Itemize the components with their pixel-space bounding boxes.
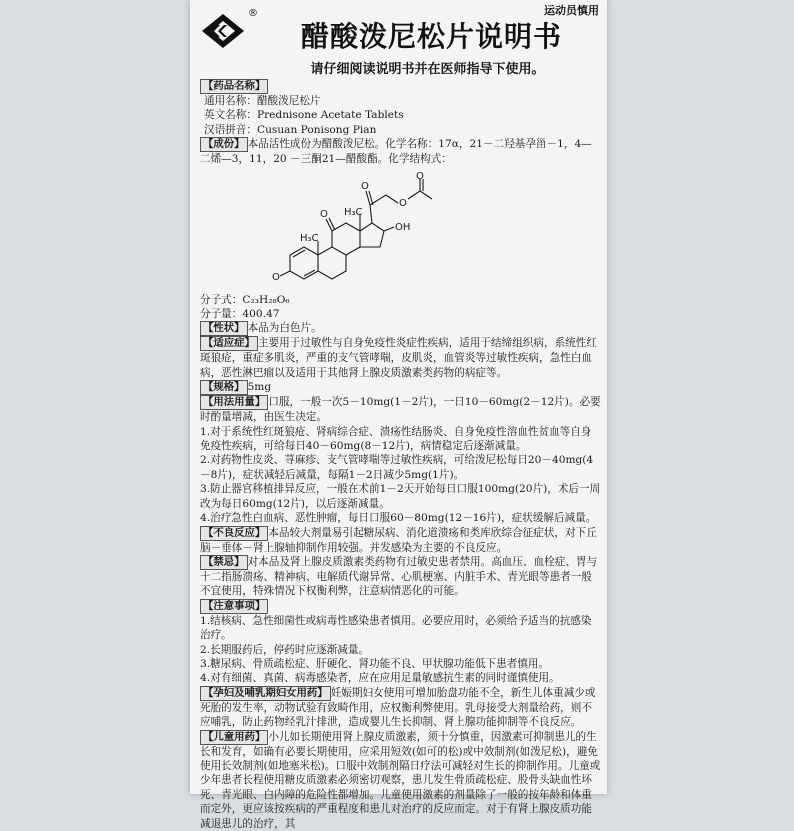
structure-methyl-2: H₃C [344, 206, 363, 218]
dosage-item-3: 3.防止器官移植排异反应，一般在术前1－2天开始每日口服100mg(20片)，术后一周改为每日60mg(12片)，以后逐渐减量。 [200, 483, 601, 510]
section-label-children: 【儿童用药】 [200, 730, 268, 745]
structure-o-ester: O [399, 197, 407, 209]
section-label-character: 【性状】 [200, 321, 248, 336]
molecular-weight: 分子量：400.47 [200, 308, 280, 321]
children-text: 小儿如长期使用肾上腺皮质激素，须十分慎重，因激素可抑制患儿的生长和发育，如确有必要长期使用，应采用短效(如可的松)或中效制剂(如泼尼松)，避免使用长效制剂(如地塞米松)。口服中效制剂隔日疗法可减轻对生长的抑制作用。儿童或少年患者长程使用糖皮质激素必须密切观察，患儿发生骨质疏松症、股骨头缺血性坏死、青光眼、白内障的危险性都增加。儿童使用激素的剂量除了一般的按年龄和体重而定外，更应该按疾病的严重程度和患儿对治疗的反应而定。对于有肾上腺皮质功能减退患儿的治疗，其 [200, 730, 601, 830]
generic-name: 通用名称：醋酸泼尼松片 [204, 95, 321, 107]
character-text: 本品为白色片。 [247, 322, 322, 335]
structure-o-top: O [361, 180, 369, 192]
page-subtitle: 请仔细阅读说明书并在医师指导下使用。 [310, 62, 545, 77]
precaution-item-1: 1.结核病、急性细菌性或病毒性感染患者慎用。必要应用时，必须给予适当的抗感染治疗。 [200, 614, 592, 642]
section-label-spec: 【规格】 [200, 380, 248, 395]
section-label-pregnancy: 【孕妇及哺乳期妇女用药】 [200, 686, 331, 701]
precaution-item-4: 4.对有细菌、真菌、病毒感染者，应在应用足量敏感抗生素的同时谨慎使用。 [200, 672, 560, 685]
structure-o-bottom: O [320, 208, 328, 220]
adverse-text: 本品较大剂量易引起糖尿病、消化道溃疡和类库欣综合征症状，对下丘脑－垂体－肾上腺轴抑制作用较强。并发感染为主要的不良反应。 [200, 526, 597, 554]
pregnancy-text: 妊娠期妇女使用可增加胎盘功能不全，新生儿体重减少或死胎的发生率，动物试验有致畸作用，应权衡利弊使用。乳母接受大剂量给药，则不应哺乳，防止药物经乳汁排泄，造成婴儿生长抑制、肾上腺功能抑制等不良反应。 [200, 686, 596, 729]
structure-o-left: O [272, 271, 280, 283]
structure-methyl-1: H₃C [300, 232, 319, 244]
structure-o-acetyl: O [416, 170, 424, 182]
structure-oh: OH [395, 221, 411, 233]
english-name: 英文名称：Prednisone Acetate Tablets [204, 109, 404, 122]
section-label-adverse: 【不良反应】 [200, 526, 268, 541]
leaflet-body [200, 79, 602, 831]
section-label-name: 【药品名称】 [200, 79, 268, 94]
precaution-item-3: 3.糖尿病、骨质疏松症、肝硬化、肾功能不良、甲状腺功能低下患者慎用。 [200, 657, 550, 670]
section-label-indications: 【适应症】 [200, 336, 258, 351]
registered-mark: ® [248, 8, 258, 19]
section-label-contra: 【禁忌】 [200, 555, 248, 570]
composition-text: 本品活性成份为醋酸泼尼松。化学名称：17α，21－二羟基孕甾－1，4—二烯—3，11，20 －三酮21—醋酸酯。化学结构式： [200, 138, 592, 166]
dosage-item-4: 4.治疗急性白血病、恶性肿瘤，每日口服60－80mg(12－16片)，症状缓解后减量。 [200, 512, 597, 525]
precaution-item-2: 2.长期服药后，停药时应逐渐减量。 [200, 643, 370, 656]
contra-text: 对本品及肾上腺皮质激素类药物有过敏史患者禁用。高血压、血栓症、胃与十二指肠溃疡、精神病、电解质代谢异常、心肌梗塞、内脏手术、青光眼等患者一般不宜使用，特殊情况下权衡利弊，注意病情恶化的可能。 [200, 555, 598, 598]
section-label-composition: 【成份】 [200, 137, 248, 152]
molecular-formula: 分子式：C₂₃H₂₈O₆ [200, 293, 290, 306]
indications-text: 主要用于过敏性与自身免疫性炎症性疾病，适用于结缔组织病，系统性红斑狼疮，重症多肌炎，严重的支气管哮喘，皮肌炎，血管炎等过敏性疾病，急性白血病，恶性淋巴瘤以及适用于其他肾上腺皮质激素类药物的病症等。 [200, 337, 597, 379]
dosage-item-2: 2.对药物性皮炎、荨麻疹、支气管哮喘等过敏性疾病，可给泼尼松每日20－40mg(4－8片)，症状减轻后减量，每隔1－2日减少5mg(1片)。 [200, 454, 594, 481]
dosage-item-1: 1.对于系统性红斑狼疮、肾病综合症、溃疡性结肠炎、自身免疫性溶血性贫血等自身免疫性疾病，可给每日40－60mg(8－12片)，病情稳定后逐渐减量。 [200, 425, 592, 453]
chemical-structure [270, 171, 460, 289]
page-title: 醋酸泼尼松片说明书 [300, 20, 562, 53]
spec-text: 5mg [247, 381, 272, 394]
dosage-text: 口服，一般一次5－10mg(1－2片)，一日10－60mg(2－12片)。必要时酌量增减，由医生决定。 [200, 396, 601, 424]
brand-logo-icon [200, 12, 246, 50]
leaflet-sheet [190, 0, 607, 830]
section-label-dosage: 【用法用量】 [200, 395, 268, 410]
section-label-precautions: 【注意事项】 [200, 599, 268, 614]
pinyin-name: 汉语拼音：Cusuan Ponisong Pian [204, 123, 377, 136]
athlete-warning: 运动员慎用 [544, 4, 599, 17]
